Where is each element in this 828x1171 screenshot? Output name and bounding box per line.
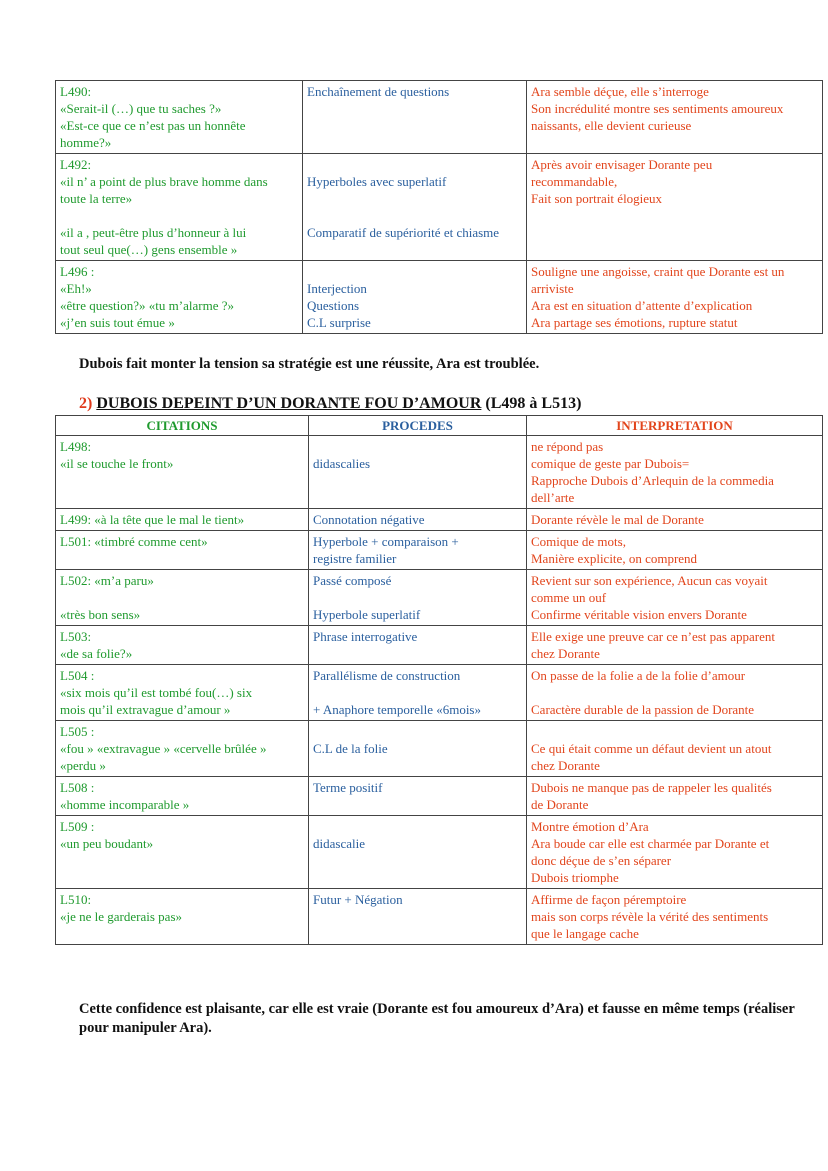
citations-line: «fou » «extravague » «cervelle brûlée » <box>60 741 267 756</box>
procedes-line <box>313 684 522 701</box>
procedes-cell <box>309 509 527 531</box>
interpretation-line: Revient sur son expérience, Aucun cas voyait <box>531 573 768 588</box>
procedes-line: Enchaînement de questions <box>307 84 450 99</box>
interpretation-line <box>531 723 818 740</box>
procedes-line: Parallélisme de construction <box>313 668 461 683</box>
interpretation-line: Ce qui était comme un défaut devient un atout <box>531 741 772 756</box>
table-row <box>56 436 823 509</box>
procedes-cell <box>309 665 527 721</box>
procedes-line <box>307 190 522 207</box>
procedes-line: Comparatif de supériorité et chiasme <box>307 225 500 240</box>
table-row <box>56 889 823 945</box>
interpretation-line: arriviste <box>531 281 574 296</box>
interpretation-cell <box>527 665 823 721</box>
interpretation-line: Montre émotion d’Ara <box>531 819 649 834</box>
procedes-cell <box>303 261 527 334</box>
interpretation-line: On passe de la folie a de la folie d’amour <box>531 668 746 683</box>
procedes-line: C.L de la folie <box>313 741 388 756</box>
analysis-table-1 <box>55 80 823 334</box>
citations-line: L501: «timbré comme cent» <box>60 534 208 549</box>
citations-line: «homme incomparable » <box>60 797 190 812</box>
table-row <box>56 509 823 531</box>
citations-line: «perdu » <box>60 758 106 773</box>
interpretation-line: Elle exige une preuve car ce n’est pas apparent <box>531 629 775 644</box>
table-row <box>56 721 823 777</box>
interpretation-line: Souligne une angoisse, craint que Dorante est un <box>531 264 785 279</box>
interpretation-line: de Dorante <box>531 797 589 812</box>
section-number: 2) <box>79 395 93 412</box>
procedes-line: Connotation négative <box>313 512 425 527</box>
interpretation-line: Dubois triomphe <box>531 870 619 885</box>
interpretation-cell <box>527 81 823 154</box>
interpretation-line: ne répond pas <box>531 439 604 454</box>
interpretation-line: Ara semble déçue, elle s’interroge <box>531 84 709 99</box>
citations-line: L510: <box>60 892 92 907</box>
conclusion-text-final: Cette confidence est plaisante, car elle est vraie (Dorante est fou amoureux d’Ara) et fausse en même temps (réaliser pour manipuler Ara). <box>79 1001 795 1036</box>
procedes-line: Hyperbole + comparaison + <box>313 534 459 549</box>
citations-line: L502: «m’a paru» <box>60 573 154 588</box>
procedes-line <box>307 156 522 173</box>
procedes-line: Hyperboles avec superlatif <box>307 174 447 189</box>
citations-line <box>60 207 298 224</box>
interpretation-line: donc déçue de s’en séparer <box>531 853 672 868</box>
interpretation-line: Ara est en situation d’attente d’explication <box>531 298 753 313</box>
conclusion-text: Dubois fait monter la tension sa stratégie est une réussite, Ara est troublée. <box>79 356 540 372</box>
citations-line: L499: «à la tête que le mal le tient» <box>60 512 245 527</box>
interpretation-line: Rapproche Dubois d’Arlequin de la commedia <box>531 473 774 488</box>
header-citations: CITATIONS <box>56 416 309 436</box>
interpretation-line: Dorante révèle le mal de Dorante <box>531 512 704 527</box>
procedes-cell <box>309 721 527 777</box>
procedes-line <box>313 589 522 606</box>
table-row <box>56 816 823 889</box>
procedes-line <box>307 207 522 224</box>
citations-line: L503: <box>60 629 92 644</box>
citations-cell <box>56 261 303 334</box>
citations-line: «Eh!» <box>60 281 92 296</box>
citations-line <box>60 589 304 606</box>
table-row <box>56 81 823 154</box>
interpretation-line: Confirme véritable vision envers Dorante <box>531 607 747 622</box>
citations-cell <box>56 509 309 531</box>
interpretation-line: Après avoir envisager Dorante peu <box>531 157 713 172</box>
interpretation-line: chez Dorante <box>531 758 600 773</box>
citations-line: «j’en suis tout émue » <box>60 315 175 330</box>
interpretation-line: comme un ouf <box>531 590 607 605</box>
procedes-line: Phrase interrogative <box>313 629 418 644</box>
interpretation-cell <box>527 509 823 531</box>
citations-line: «un peu boudant» <box>60 836 154 851</box>
interpretation-line: chez Dorante <box>531 646 600 661</box>
table-row <box>56 531 823 570</box>
interpretation-line: Son incrédulité montre ses sentiments amoureux <box>531 101 784 116</box>
procedes-line: didascalies <box>313 456 371 471</box>
citations-line: «de sa folie?» <box>60 646 133 661</box>
procedes-cell <box>309 570 527 626</box>
section-heading <box>79 394 581 413</box>
citations-line: mois qu’il extravague d’amour » <box>60 702 231 717</box>
interpretation-line: recommandable, <box>531 174 618 189</box>
procedes-line: Questions <box>307 298 359 313</box>
citations-cell <box>56 436 309 509</box>
citations-line: «être question?» «tu m’alarme ?» <box>60 298 234 313</box>
citations-line: «il a , peut-être plus d’honneur à lui <box>60 225 247 240</box>
procedes-line: Hyperbole superlatif <box>313 607 421 622</box>
citations-cell <box>56 154 303 261</box>
citations-line: «je ne le garderais pas» <box>60 909 183 924</box>
citations-line: «Est-ce que ce n’est pas un honnête <box>60 118 246 133</box>
interpretation-cell <box>527 570 823 626</box>
citations-cell <box>56 816 309 889</box>
citations-cell <box>56 81 303 154</box>
interpretation-cell <box>527 889 823 945</box>
procedes-line: + Anaphore temporelle «6mois» <box>313 702 481 717</box>
interpretation-line: comique de geste par Dubois= <box>531 456 690 471</box>
interpretation-line: que le langage cache <box>531 926 639 941</box>
citations-line: L504 : <box>60 668 95 683</box>
citations-cell <box>56 665 309 721</box>
procedes-line <box>313 818 522 835</box>
citations-cell <box>56 721 309 777</box>
interpretation-line: Dubois ne manque pas de rappeler les qualités <box>531 780 772 795</box>
procedes-line <box>313 723 522 740</box>
interpretation-line: naissants, elle devient curieuse <box>531 118 692 133</box>
interpretation-cell <box>527 777 823 816</box>
interpretation-cell <box>527 154 823 261</box>
interpretation-cell <box>527 261 823 334</box>
citations-line: L490: <box>60 84 92 99</box>
interpretation-line: Manière explicite, on comprend <box>531 551 698 566</box>
section-title: DUBOIS DEPEINT D’UN DORANTE FOU D’AMOUR <box>96 395 482 412</box>
analysis-table-2 <box>55 415 823 945</box>
citations-line: homme?» <box>60 135 112 150</box>
procedes-cell <box>309 777 527 816</box>
interpretation-line: Caractère durable de la passion de Dorante <box>531 702 755 717</box>
citations-line: «Serait-il (…) que tu saches ?» <box>60 101 222 116</box>
citations-line: tout seul que(…) gens ensemble » <box>60 242 238 257</box>
header-interpretation: INTERPRETATION <box>527 416 823 436</box>
procedes-cell <box>309 436 527 509</box>
table-row <box>56 665 823 721</box>
interpretation-line: Fait son portrait élogieux <box>531 191 663 206</box>
section-range: (L498 à L513) <box>481 395 582 412</box>
table-row <box>56 570 823 626</box>
citations-line: L492: <box>60 157 92 172</box>
interpretation-cell <box>527 816 823 889</box>
citations-cell <box>56 889 309 945</box>
citations-line: «il se touche le front» <box>60 456 174 471</box>
table-row <box>56 154 823 261</box>
citations-cell <box>56 570 309 626</box>
citations-line: L496 : <box>60 264 95 279</box>
procedes-line <box>313 438 522 455</box>
citations-cell <box>56 777 309 816</box>
citations-line: «il n’ a point de plus brave homme dans <box>60 174 268 189</box>
header-procedes: PROCEDES <box>309 416 527 436</box>
procedes-cell <box>309 531 527 570</box>
procedes-line <box>307 263 522 280</box>
citations-cell <box>56 626 309 665</box>
interpretation-cell <box>527 531 823 570</box>
interpretation-line: mais son corps révèle la vérité des sentiments <box>531 909 769 924</box>
interpretation-cell <box>527 626 823 665</box>
citations-line: L505 : <box>60 724 95 739</box>
table-row <box>56 777 823 816</box>
procedes-cell <box>309 889 527 945</box>
procedes-cell <box>309 816 527 889</box>
header-row <box>56 416 823 436</box>
citations-line: L509 : <box>60 819 95 834</box>
interpretation-line: Affirme de façon péremptoire <box>531 892 687 907</box>
table-body <box>56 81 823 334</box>
procedes-cell <box>303 154 527 261</box>
procedes-line: Terme positif <box>313 780 383 795</box>
citations-line: L498: <box>60 439 92 454</box>
interpretation-line: dell’arte <box>531 490 575 505</box>
procedes-line: didascalie <box>313 836 365 851</box>
interpretation-line <box>531 684 818 701</box>
table-row <box>56 261 823 334</box>
procedes-line: C.L surprise <box>307 315 371 330</box>
interpretation-line: Ara boude car elle est charmée par Dorante et <box>531 836 770 851</box>
interpretation-cell <box>527 721 823 777</box>
procedes-line: Passé composé <box>313 573 392 588</box>
table-body <box>56 436 823 945</box>
procedes-line: registre familier <box>313 551 397 566</box>
interpretation-line: Ara partage ses émotions, rupture statut <box>531 315 738 330</box>
procedes-line: Futur + Négation <box>313 892 403 907</box>
citations-line: «six mois qu’il est tombé fou(…) six <box>60 685 253 700</box>
citations-cell <box>56 531 309 570</box>
citations-line: toute la terre» <box>60 191 133 206</box>
interpretation-line: Comique de mots, <box>531 534 626 549</box>
procedes-cell <box>309 626 527 665</box>
table-row <box>56 626 823 665</box>
citations-line: L508 : <box>60 780 95 795</box>
procedes-line: Interjection <box>307 281 367 296</box>
procedes-cell <box>303 81 527 154</box>
interpretation-cell <box>527 436 823 509</box>
citations-line: «très bon sens» <box>60 607 141 622</box>
